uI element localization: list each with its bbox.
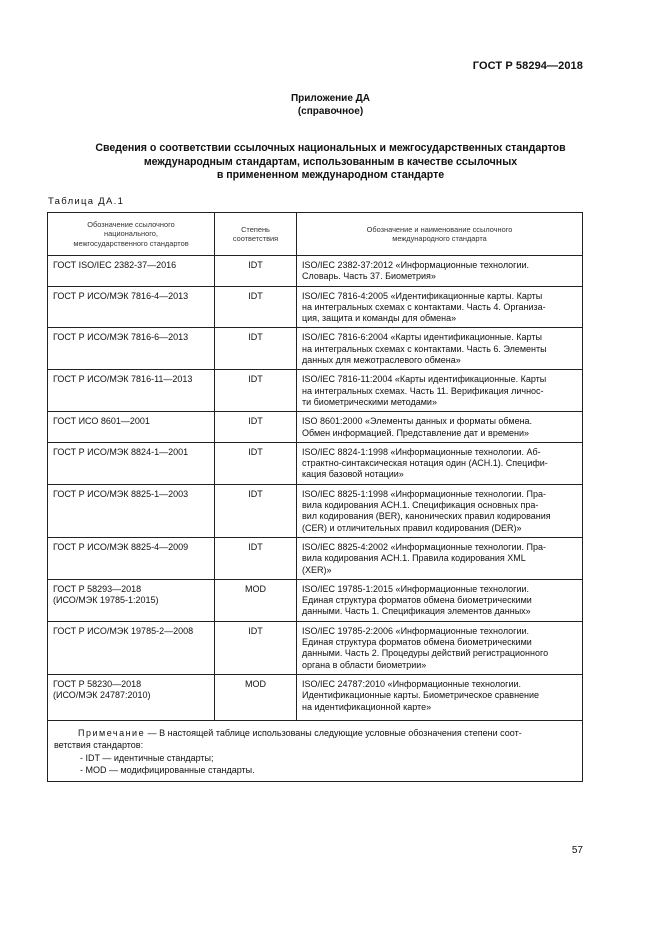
header-national-standard: Обозначение ссылочного национального, межгосударственного стандартов <box>48 213 215 256</box>
international-standard-line: Единая структура форматов обмена биометрическими <box>302 595 532 606</box>
table-body <box>48 256 583 721</box>
degree-cell: IDT <box>215 286 297 328</box>
table-label: Таблица ДА.1 <box>48 196 125 207</box>
international-standard-cell <box>297 442 583 484</box>
national-standard-cell <box>48 328 215 370</box>
international-standard-line: ISO/IEC 8825-4:2002 «Информационные технологии. Пра- <box>302 541 546 552</box>
national-standard-cell <box>48 412 215 443</box>
international-standard-line: страктно-синтаксическая нотация один (АСН.1). Специфи- <box>302 458 548 469</box>
international-standard-line: Словарь. Часть 37. Биометрия» <box>302 271 436 282</box>
degree-cell: IDT <box>215 370 297 412</box>
degree-cell: IDT <box>215 442 297 484</box>
international-standard-cell <box>297 621 583 674</box>
international-standard-line: ISO/IEC 7816-11:2004 «Карты идентификационные. Карты <box>302 374 547 385</box>
national-standard-code: ГОСТ Р ИСО/МЭК 8825-4—2009 <box>53 541 189 552</box>
note-dash: — <box>145 727 160 738</box>
note-item-mod: - MOD — модифицированные стандарты. <box>80 765 255 776</box>
international-standard-line: данными. Часть 1. Спецификация элементов данных» <box>302 606 531 617</box>
national-standard-cell <box>48 442 215 484</box>
degree-cell: IDT <box>215 412 297 443</box>
international-standard-cell <box>297 370 583 412</box>
international-standard-line: Идентификационные карты. Биометрическое сравнение <box>302 690 540 701</box>
appendix-subtitle: (справочное) <box>297 106 364 117</box>
note-text-2: ветствия стандартов: <box>54 740 144 751</box>
national-standard-cell <box>48 370 215 412</box>
note-text-1: В настоящей таблице использованы следующие условные обозначения степени соот- <box>159 727 522 738</box>
international-standard-line: ISO/IEC 19785-2:2006 «Информационные технологии. <box>302 625 530 636</box>
national-standard-code: ГОСТ Р ИСО/МЭК 8824-1—2001 <box>53 446 189 457</box>
international-standard-line: на идентификационной карте» <box>302 701 432 712</box>
international-standard-cell <box>297 412 583 443</box>
table-row <box>48 442 583 484</box>
national-standard-code: ГОСТ ISO/IEC 2382-37—2016 <box>53 260 177 270</box>
national-standard-cell <box>48 621 215 674</box>
table-row <box>48 328 583 370</box>
table-header-row <box>48 213 583 256</box>
national-standard-code: ГОСТ Р 58293—2018 <box>53 583 142 594</box>
table-row <box>48 621 583 674</box>
national-standard-code: ГОСТ Р ИСО/МЭК 19785-2—2008 <box>53 625 194 636</box>
national-standard-code: ГОСТ Р ИСО/МЭК 7816-6—2013 <box>53 332 189 343</box>
table-row <box>48 370 583 412</box>
international-standard-line: ISO/IEC 2382-37:2012 «Информационные технологии. <box>302 260 530 270</box>
degree-cell: IDT <box>215 484 297 537</box>
international-standard-line: на интегральных схемах. Часть 11. Верификация личнос- <box>302 385 544 396</box>
appendix-heading <box>0 92 661 118</box>
international-standard-line: органа в области биометрии» <box>302 659 427 670</box>
appendix-title: Приложение ДА <box>290 93 371 104</box>
international-standard-cell <box>297 674 583 720</box>
international-standard-line: данными. Часть 2. Процедуры действий регистрационного <box>302 648 549 659</box>
national-standard-code: ГОСТ ИСО 8601—2001 <box>53 416 150 427</box>
note-label: Примечание <box>78 727 146 738</box>
degree-cell: MOD <box>215 579 297 621</box>
international-standard-line: данных для межотраслевого обмена» <box>302 355 461 366</box>
international-standard-line: Единая структура форматов обмена биометрическими <box>302 637 532 648</box>
international-standard-cell <box>297 537 583 579</box>
national-standard-cell <box>48 674 215 720</box>
national-standard-code: ГОСТ Р ИСО/МЭК 7816-4—2013 <box>53 290 189 301</box>
international-standard-line: ISO/IEC 8824-1:1998 «Информационные технологии. Аб- <box>302 446 541 457</box>
document-code: ГОСТ Р 58294—2018 <box>472 60 583 72</box>
international-standard-line: ISO 8601:2000 «Элементы данных и форматы обмена. <box>302 416 533 427</box>
international-standard-cell <box>297 484 583 537</box>
section-title <box>60 142 601 183</box>
national-standard-cell <box>48 286 215 328</box>
national-standard-code: ГОСТ Р ИСО/МЭК 7816-11—2013 <box>53 374 193 385</box>
page-number: 57 <box>571 845 583 856</box>
degree-cell: IDT <box>215 328 297 370</box>
international-standard-line: Обмен информацией. Представление дат и времени» <box>302 427 530 438</box>
section-title-line-3: в примененном международном стандарте <box>216 169 445 181</box>
national-standard-cell <box>48 579 215 621</box>
national-standard-cell <box>48 484 215 537</box>
international-standard-cell <box>297 579 583 621</box>
international-standard-line: ISO/IEC 19785-1:2015 «Информационные технологии. <box>302 583 530 594</box>
international-standard-line: вил кодирования (BER), канонических правил кодирования <box>302 511 551 522</box>
table-note <box>48 720 583 781</box>
national-standard-code: ГОСТ Р ИСО/МЭК 8825-1—2003 <box>53 488 189 499</box>
table-row <box>48 412 583 443</box>
international-standard-line: вила кодирования АСН.1. Спецификация основных пра- <box>302 500 539 511</box>
international-standard-line: вила кодирования АСН.1. Правила кодирования XML <box>302 553 526 564</box>
international-standard-line: на интегральных схемах с контактами. Часть 4. Организа- <box>302 301 546 312</box>
international-standard-cell <box>297 286 583 328</box>
header-international-standard: Обозначение и наименование ссылочного международного стандарта <box>297 213 583 256</box>
international-standard-line: ISO/IEC 7816-6:2004 «Карты идентификационные. Карты <box>302 332 542 343</box>
national-standard-code: ГОСТ Р 58230—2018 <box>53 678 142 689</box>
table-row <box>48 286 583 328</box>
degree-cell: IDT <box>215 621 297 674</box>
international-standard-line: ти биометрическими методами» <box>302 396 437 407</box>
note-item-idt: - IDT — идентичные стандарты; <box>80 752 214 763</box>
national-standard-code: (ИСО/МЭК 24787:2010) <box>53 690 151 701</box>
international-standard-line: (XER)» <box>302 564 332 575</box>
international-standard-cell <box>297 328 583 370</box>
table-row <box>48 537 583 579</box>
correspondence-table <box>47 212 583 782</box>
international-standard-cell <box>297 256 583 287</box>
national-standard-code: (ИСО/МЭК 19785-1:2015) <box>53 595 159 606</box>
international-standard-line: (CER) и отличительных правил кодирования (DER)» <box>302 522 522 533</box>
table-row <box>48 256 583 287</box>
national-standard-cell <box>48 256 215 287</box>
table-row <box>48 484 583 537</box>
national-standard-cell <box>48 537 215 579</box>
international-standard-line: ISO/IEC 8825-1:1998 «Информационные технологии. Пра- <box>302 488 546 499</box>
international-standard-line: на интегральных схемах с контактами. Часть 6. Элементы <box>302 343 547 354</box>
section-title-line-2: международным стандартам, использованным в качестве ссылочных <box>143 155 518 168</box>
international-standard-line: кация базовой нотации» <box>302 469 404 480</box>
international-standard-line: ISO/IEC 24787:2010 «Информационные технологии. <box>302 678 522 689</box>
degree-cell: IDT <box>215 256 297 287</box>
header-degree: Степень соответствия <box>215 213 297 256</box>
table-note-row <box>48 720 583 781</box>
section-title-line-1: Сведения о соответствии ссылочных национальных и межгосударственных стандартов <box>95 142 566 154</box>
international-standard-line: ция, защита и команды для обмена» <box>302 313 457 324</box>
international-standard-line: ISO/IEC 7816-4:2005 «Идентификационные карты. Карты <box>302 290 543 301</box>
table-row <box>48 579 583 621</box>
table-row <box>48 674 583 720</box>
degree-cell: IDT <box>215 537 297 579</box>
degree-cell: MOD <box>215 674 297 720</box>
